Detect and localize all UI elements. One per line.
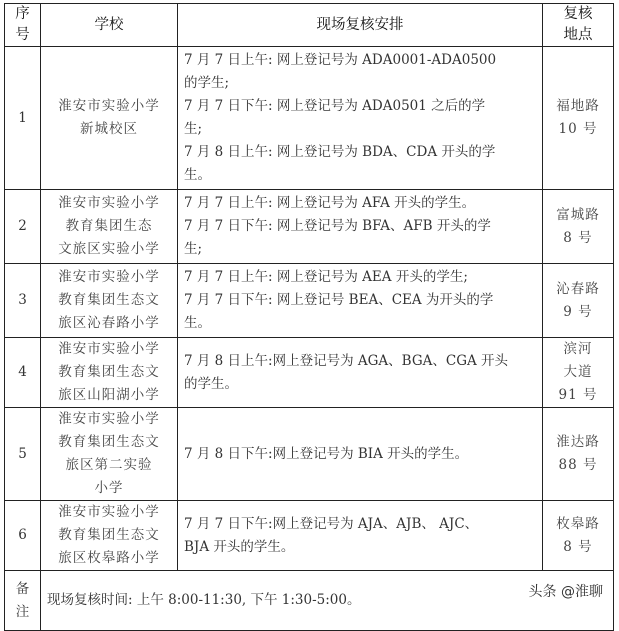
header-location	[543, 4, 614, 47]
arrangement-cell-line: 生。	[184, 167, 211, 183]
header-no-line: 号	[15, 27, 30, 43]
location-cell	[543, 501, 614, 571]
school-cell	[41, 408, 178, 501]
school-cell-line: 教育集团生态文	[58, 292, 160, 308]
arrangement-cell-line: 生。	[184, 315, 211, 331]
arrangement-cell-line: 7 月 7 日上午: 网上登记号为 AEA 开头的学生;	[184, 269, 468, 285]
arrangement-cell-line: 7 月 7 日下午:网上登记号为 AJA、AJB、 AJC、	[184, 515, 479, 532]
arrangement-cell	[178, 264, 543, 338]
header-no-line: 序	[15, 6, 30, 22]
location-cell-line: 88 号	[558, 457, 598, 473]
school-cell-line: 淮安市实验小学	[58, 411, 160, 427]
arrangement-cell-line: 7 月 8 日下午:网上登记号为 BIA 开头的学生。	[184, 445, 469, 462]
header-arrangement	[178, 4, 543, 47]
arrangement-cell-line: 生;	[184, 121, 203, 137]
location-cell	[543, 47, 614, 190]
arrangement-cell-line: BJA 开头的学生。	[184, 538, 295, 555]
review-schedule-table	[4, 3, 614, 631]
watermark: 头条 @淮聊	[528, 584, 603, 600]
location-cell	[543, 338, 614, 408]
header-row	[5, 4, 614, 47]
remarks-text: 现场复核时间: 上午 8:00-11:30, 下午 1:30-5:00。	[41, 571, 614, 631]
arrangement-cell-line: 的学生;	[184, 75, 230, 91]
arrangement-cell	[178, 338, 543, 408]
remarks-label-line: 注	[15, 603, 30, 620]
school-cell	[41, 501, 178, 571]
remarks-label	[5, 571, 41, 631]
school-cell	[41, 47, 178, 190]
school-cell-line: 淮安市实验小学	[58, 341, 160, 357]
location-cell	[543, 190, 614, 264]
school-cell-line: 教育集团生态文	[58, 527, 160, 543]
row-number: 3	[5, 264, 41, 338]
school-cell-line: 淮安市实验小学	[58, 195, 160, 211]
location-cell-line: 沁春路	[556, 280, 600, 297]
location-cell-line: 10 号	[558, 121, 598, 137]
arrangement-cell-line: 7 月 7 日下午: 网上登记号 BEA、CEA 为开头的学	[184, 292, 494, 308]
arrangement-cell	[178, 47, 543, 190]
arrangement-cell	[178, 501, 543, 571]
arrangement-cell-line: 的学生。	[184, 375, 238, 392]
arrangement-cell-line: 7 月 8 日上午: 网上登记号为 BDA、CDA 开头的学	[184, 144, 496, 160]
school-cell-line: 小学	[94, 480, 124, 496]
row-number: 4	[5, 338, 41, 408]
location-cell-line: 富城路	[556, 206, 600, 223]
remarks-label-line: 备	[15, 580, 30, 597]
location-cell-line: 大道	[563, 364, 593, 380]
arrangement-cell-line: 生;	[184, 241, 203, 257]
arrangement-cell	[178, 190, 543, 264]
school-cell-line: 淮安市实验小学	[58, 269, 160, 285]
school-cell-line: 教育集团生态文	[58, 364, 160, 380]
header-school	[41, 4, 178, 47]
school-cell-line: 旅区枚皋路小学	[58, 550, 160, 566]
header-arrangement-line: 现场复核安排	[316, 16, 404, 33]
location-cell-line: 福地路	[556, 98, 600, 114]
header-no	[5, 4, 41, 47]
table-row	[5, 190, 614, 264]
location-cell-line: 91 号	[558, 387, 598, 403]
location-cell-line: 9 号	[563, 303, 593, 320]
header-location-line: 地点	[563, 27, 593, 43]
arrangement-cell-line: 7 月 7 日上午: 网上登记号为 AFA 开头的学生。	[184, 195, 476, 211]
school-cell-line: 新城校区	[80, 121, 138, 137]
school-cell-line: 旅区山阳湖小学	[58, 387, 160, 403]
school-cell-line: 淮安市实验小学	[58, 504, 160, 520]
arrangement-cell	[178, 408, 543, 501]
school-cell-line: 淮安市实验小学	[58, 98, 160, 114]
location-cell-line: 8 号	[563, 229, 593, 246]
location-cell	[543, 408, 614, 501]
school-cell-line: 教育集团生态	[65, 218, 153, 234]
school-cell-line: 旅区沁春路小学	[58, 315, 160, 331]
table-row	[5, 47, 614, 190]
table-row	[5, 501, 614, 571]
remarks-row	[5, 571, 614, 631]
row-number: 2	[5, 190, 41, 264]
school-cell	[41, 338, 178, 408]
school-cell	[41, 190, 178, 264]
school-cell-line: 教育集团生态文	[58, 434, 160, 450]
table-row	[5, 408, 614, 501]
location-cell	[543, 264, 614, 338]
header-school-line: 学校	[94, 16, 124, 33]
table-row	[5, 338, 614, 408]
location-cell-line: 滨河	[563, 341, 593, 357]
arrangement-cell-line: 7 月 7 日上午: 网上登记号为 ADA0001-ADA0500	[184, 52, 497, 68]
arrangement-cell-line: 7 月 7 日下午: 网上登记号为 ADA0501 之后的学	[184, 98, 486, 114]
table-row	[5, 264, 614, 338]
location-cell-line: 淮达路	[556, 434, 600, 450]
header-location-line: 复核	[563, 6, 593, 22]
row-number: 1	[5, 47, 41, 190]
arrangement-cell-line: 7 月 7 日下午: 网上登记号为 BFA、AFB 开头的学	[184, 218, 491, 234]
location-cell-line: 8 号	[563, 538, 593, 555]
location-cell-line: 枚皋路	[556, 515, 600, 532]
school-cell	[41, 264, 178, 338]
school-cell-line: 文旅区实验小学	[58, 241, 160, 257]
school-cell-line: 旅区第二实验	[65, 457, 153, 473]
row-number: 5	[5, 408, 41, 501]
arrangement-cell-line: 7 月 8 日上午:网上登记号为 AGA、BGA、CGA 开头	[184, 352, 509, 369]
row-number: 6	[5, 501, 41, 571]
